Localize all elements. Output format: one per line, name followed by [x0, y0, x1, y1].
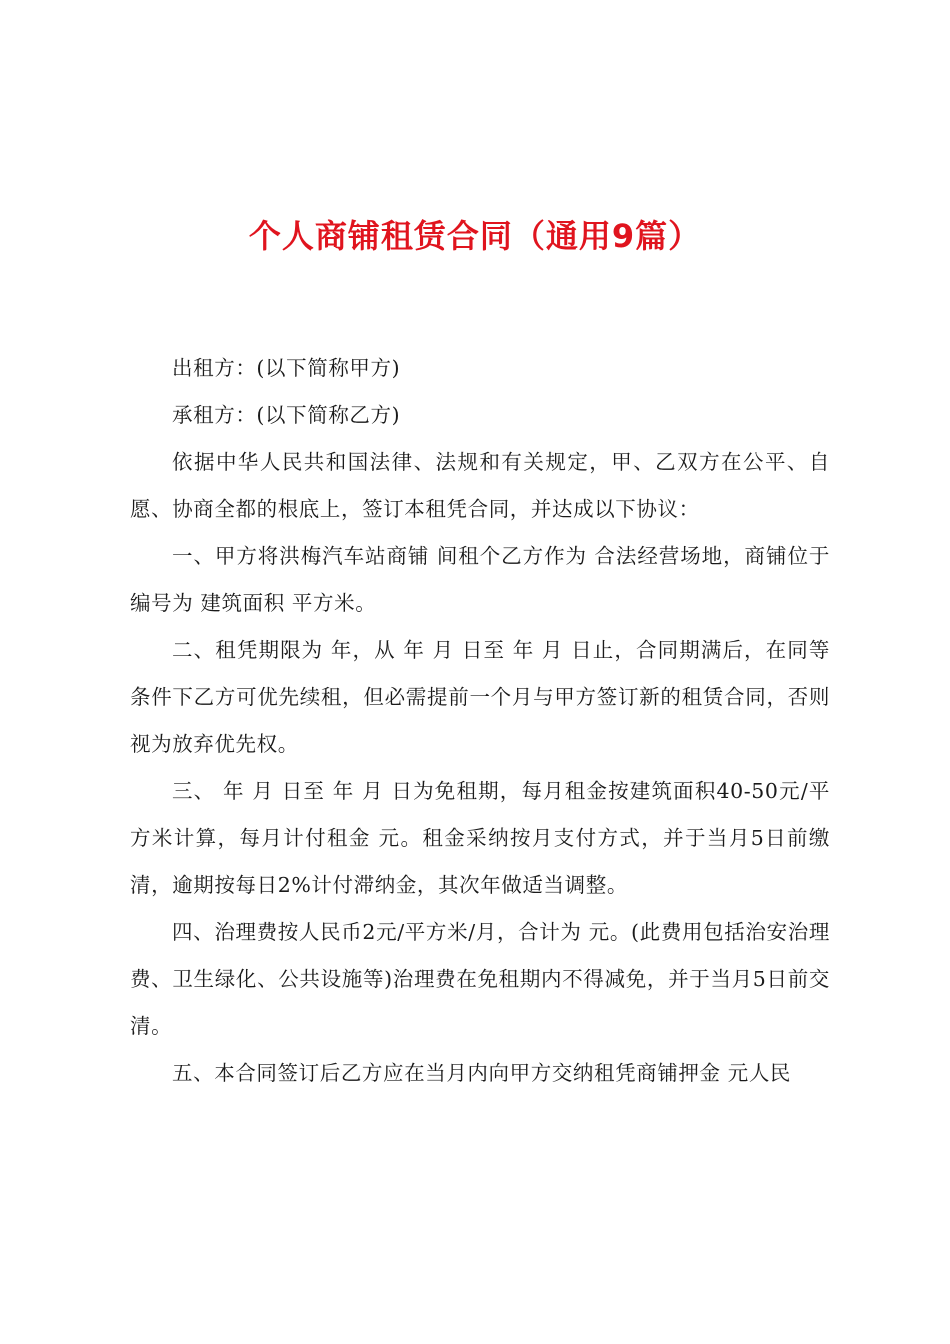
document-body — [130, 345, 830, 1097]
paragraph-lessor: 出租方：(以下简称甲方) — [172, 356, 401, 380]
paragraph-preamble: 依据中华人民共和国法律、法规和有关规定，甲、乙双方在公平、自愿、协商全都的根底上，签订本租凭合同，并达成以下协议： — [130, 450, 830, 521]
paragraph-clause-4: 四、治理费按人民币2元/平方米/月，合计为 元。(此费用包括治安治理费、卫生绿化、公共设施等)治理费在免租期内不得减免，并于当月5日前交清。 — [130, 920, 830, 1038]
document-title: 个人商铺租赁合同（通用9篇） — [248, 217, 702, 255]
paragraph-clause-2: 二、租凭期限为 年，从 年 月 日至 年 月 日止，合同期满后，在同等条件下乙方可优先续租，但必需提前一个月与甲方签订新的租赁合同，否则视为放弃优先权。 — [130, 638, 830, 756]
paragraph-lessee: 承租方：(以下简称乙方) — [172, 403, 401, 427]
paragraph-clause-5: 五、本合同签订后乙方应在当月内向甲方交纳租凭商铺押金 元人民 — [172, 1061, 792, 1085]
paragraph-clause-1: 一、甲方将洪梅汽车站商铺 间租个乙方作为 合法经营场地，商铺位于 编号为 建筑面积 平方米。 — [130, 544, 830, 615]
paragraph-clause-3: 三、 年 月 日至 年 月 日为免租期，每月租金按建筑面积40-50元/平方米计算，每月计付租金 元。租金采纳按月支付方式，并于当月5日前缴清，逾期按每日2%计付滞纳金，其次年做适当调整。 — [130, 779, 830, 897]
